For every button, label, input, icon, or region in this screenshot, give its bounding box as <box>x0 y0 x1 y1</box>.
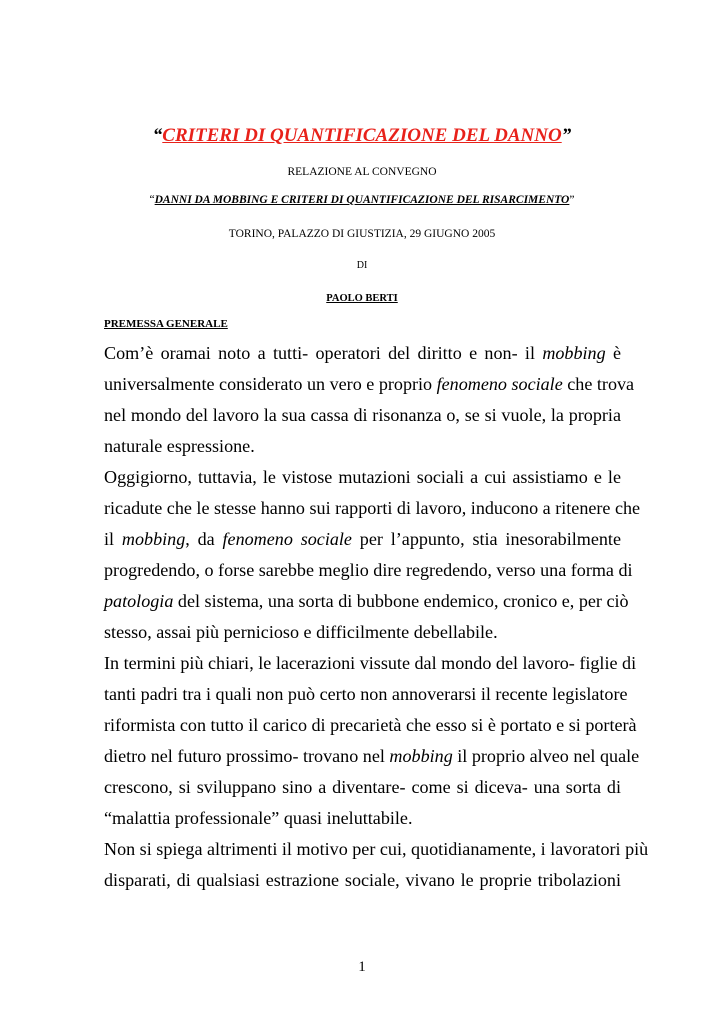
title-text: CRITERI DI QUANTIFICAZIONE DEL DANNO <box>162 125 562 146</box>
text-line: Com’è oramai noto a tutti- operatori del diritto e non- il mobbing è <box>104 343 621 363</box>
italic-term: mobbing <box>121 529 186 549</box>
convegno-open-quote: “ <box>149 194 155 206</box>
document-title <box>0 124 724 148</box>
text-line: riformista con tutto il carico di precarietà che esso si è portato e si porterà <box>104 715 637 735</box>
convegno-close-quote: ” <box>569 194 575 206</box>
text-line: stesso, assai più pernicioso e difficilmente debellabile. <box>104 622 498 642</box>
place-date: TORINO, PALAZZO DI GIUSTIZIA, 29 GIUGNO 2005 <box>228 228 496 240</box>
text-line: universalmente considerato un vero e proprio fenomeno sociale che trova <box>104 374 635 394</box>
italic-term: mobbing <box>389 746 453 766</box>
italic-term: patologia <box>104 591 174 611</box>
italic-term: fenomeno sociale <box>222 529 352 549</box>
title-open-quote: “ <box>152 125 163 146</box>
author-line <box>0 290 724 307</box>
text-line: patologia del sistema, una sorta di bubbone endemico, cronico e, per ciò <box>104 591 629 611</box>
title-close-quote: ” <box>561 125 572 146</box>
text-line: nel mondo del lavoro la sua cassa di risonanza o, se si vuole, la propria <box>104 405 621 425</box>
text-line: tanti padri tra i quali non può certo non annoverarsi il recente legislatore <box>104 684 628 704</box>
subtitle: RELAZIONE AL CONVEGNO <box>287 166 437 178</box>
section-heading: PREMESSA GENERALE <box>104 318 228 330</box>
text-line: crescono, si sviluppano sino a diventare- come si diceva- una sorta di <box>104 777 621 797</box>
author-name: PAOLO BERTI <box>326 293 398 304</box>
italic-term: fenomeno sociale <box>436 374 563 394</box>
body-text <box>104 338 649 896</box>
text-line: il mobbing, da fenomeno sociale per l’appunto, stia inesorabilmente <box>104 529 621 549</box>
paragraph <box>104 834 649 896</box>
paragraph <box>104 462 641 648</box>
by-label: DI <box>356 260 368 271</box>
text-line: ricadute che le stesse hanno sui rapporti di lavoro, inducono a ritenere che <box>104 498 641 518</box>
text-line: disparati, di qualsiasi estrazione sociale, vivano le proprie tribolazioni <box>104 870 621 890</box>
paragraph <box>104 338 635 462</box>
text-line: progredendo, o forse sarebbe meglio dire regredendo, verso una forma di <box>104 560 633 580</box>
text-line: Non si spiega altrimenti il motivo per cui, quotidianamente, i lavoratori più <box>104 839 649 859</box>
page-number: 1 <box>358 959 366 975</box>
text-line: dietro nel futuro prossimo- trovano nel mobbing il proprio alveo nel quale <box>104 746 640 766</box>
convegno-title-text: DANNI DA MOBBING E CRITERI DI QUANTIFICAZIONE DEL RISARCIMENTO <box>154 194 570 206</box>
text-line: “malattia professionale” quasi ineluttabile. <box>104 808 413 828</box>
text-line: naturale espressione. <box>104 436 255 456</box>
paragraph <box>104 648 640 834</box>
text-line: Oggigiorno, tuttavia, le vistose mutazioni sociali a cui assistiamo e le <box>104 467 621 487</box>
italic-term: mobbing <box>542 343 606 363</box>
convegno-title <box>0 192 724 208</box>
text-line: In termini più chiari, le lacerazioni vissute dal mondo del lavoro- figlie di <box>104 653 637 673</box>
